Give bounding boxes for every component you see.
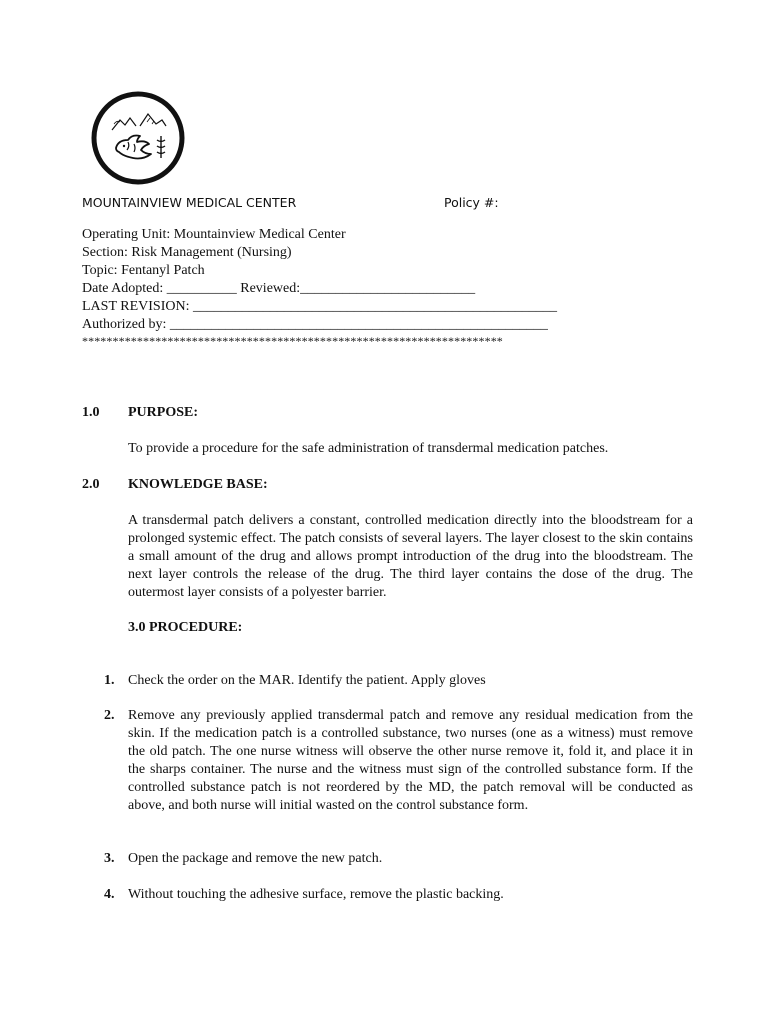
list-item-number: 1. xyxy=(104,673,115,688)
operating-unit: Operating Unit: Mountainview Medical Center xyxy=(82,227,346,242)
list-item-text: Without touching the adhesive surface, remove the plastic backing. xyxy=(128,887,504,902)
list-item-text: Remove any previously applied transdermal patch and remove any residual medication from the skin. If the medication patch is a controlled substance, two nurses (one as a witness) must remove the old patch. The one nurse witness will observe the other nurse remove it, fold it, and place it in the sharps container. The nurse and the witness must sign of the controlled substance form. If the controlled substance patch is not reordered by the MD, the patch removal will be conducted as above, and both nurse will initial wasted on the control substance form. xyxy=(128,708,693,813)
header-row xyxy=(82,195,682,213)
list-item-text: Open the package and remove the new patch. xyxy=(128,851,383,866)
authorized-by-line: Authorized by: ______________________________________________________ xyxy=(82,317,548,332)
policy-number-label: Policy #: xyxy=(444,195,499,210)
section-knowledge-text: A transdermal patch delivers a constant, controlled medication directly into the bloodstream for a prolonged systemic effect. The patch consists of several layers. The layer closest to the skin contains a small amount of the drug and allows prompt introduction of the drug into the bloodstream. The next layer controls the release of the drug. The third layer contains the dose of the drug. The outermost layer consists of a polyester barrier. xyxy=(128,513,693,600)
list-item-number: 2. xyxy=(104,708,115,723)
section-knowledge-number: 2.0 xyxy=(82,477,100,492)
date-adopted-line: Date Adopted: __________ Reviewed:_________________________ xyxy=(82,281,476,296)
last-revision-line: LAST REVISION: ____________________________________________________ xyxy=(82,299,557,314)
section-knowledge-title: KNOWLEDGE BASE: xyxy=(128,477,268,492)
organization-name: MOUNTAINVIEW MEDICAL CENTER xyxy=(82,195,297,210)
section-purpose-text: To provide a procedure for the safe administration of transdermal medication patches. xyxy=(128,441,609,456)
section-line: Section: Risk Management (Nursing) xyxy=(82,245,292,260)
list-item-text: Check the order on the MAR. Identify the patient. Apply gloves xyxy=(128,673,486,688)
mountainview-logo xyxy=(90,90,186,186)
topic-line: Topic: Fentanyl Patch xyxy=(82,263,205,278)
section-purpose-title: PURPOSE: xyxy=(128,405,198,420)
section-procedure-title: 3.0 PROCEDURE: xyxy=(128,620,243,635)
list-item-number: 4. xyxy=(104,887,115,902)
separator-line: ********************************************************************* xyxy=(82,334,503,348)
section-purpose-number: 1.0 xyxy=(82,405,100,420)
policy-meta xyxy=(82,226,702,334)
list-item-number: 3. xyxy=(104,851,115,866)
